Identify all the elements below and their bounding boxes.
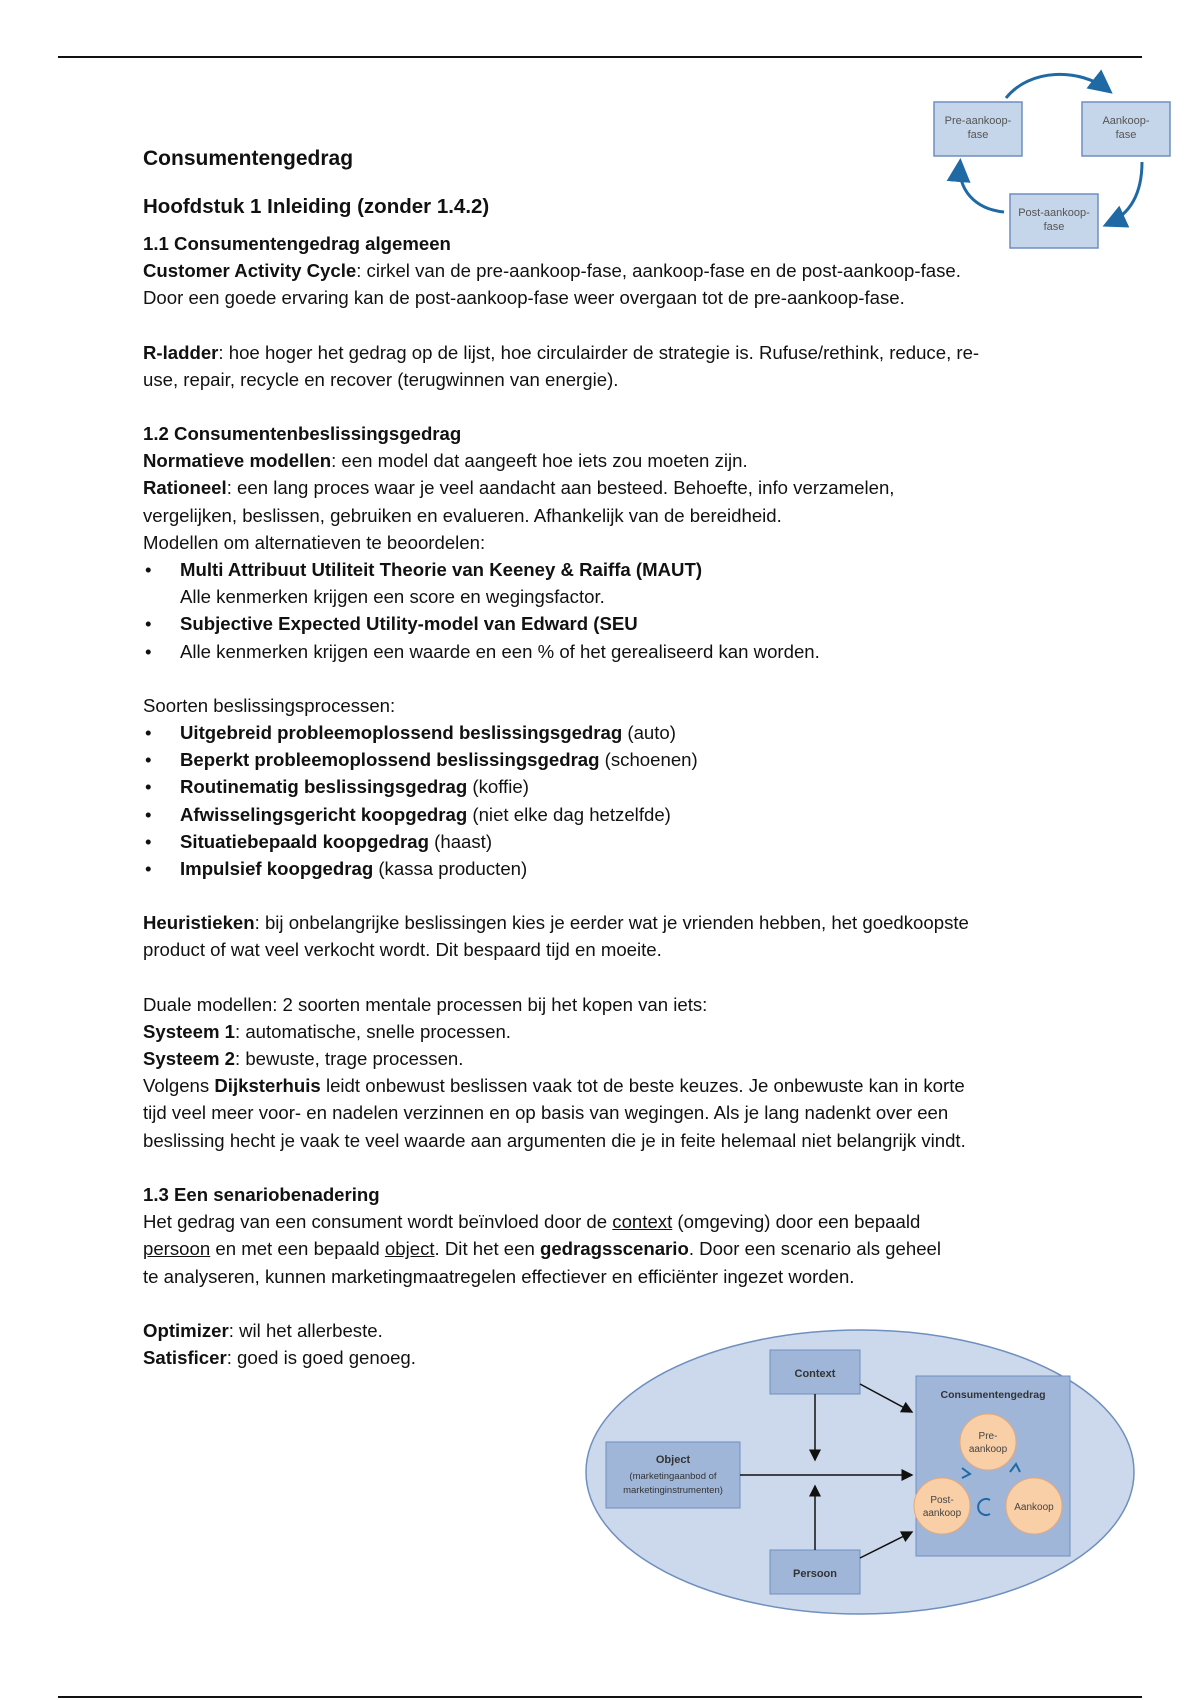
- section-1-2-heading: 1.2 Consumentenbeslissingsgedrag: [143, 423, 462, 445]
- object-label: Object: [655, 1454, 691, 1466]
- list-item: [143, 855, 1063, 882]
- satisficer-text: : goed is goed genoeg.: [226, 1346, 416, 1368]
- list-item: [143, 719, 1063, 746]
- cac-text-2: Door een goede ervaring kan de post-aankoop-fase weer overgaan tot de pre-aankoop-fase.: [143, 287, 905, 309]
- scenario-text: . Door een scenario als geheel: [688, 1238, 942, 1260]
- dijksterhuis-term: Dijksterhuis: [214, 1075, 321, 1097]
- object-sub-2: marketinginstrumenten): [623, 1485, 723, 1496]
- list-item: [143, 556, 1063, 583]
- aankoop-box: [1082, 102, 1170, 156]
- object-sub-1: (marketingaanbod of: [629, 1471, 717, 1482]
- decision-types-list: [143, 719, 1063, 882]
- system-1: [143, 1018, 1063, 1045]
- scenario-text: en met een bepaald: [210, 1238, 385, 1260]
- scenario-diagram: [578, 1320, 1138, 1620]
- post-aankoop-label-1: Post-aankoop-: [1018, 207, 1090, 219]
- satisficer-term: Satisficer: [143, 1346, 227, 1368]
- seu-term: Subjective Expected Utility-model van Edward (SEU: [180, 613, 638, 635]
- r-ladder-text-2: use, repair, recycle en recover (terugwinnen van energie).: [143, 368, 619, 390]
- maut-description: Alle kenmerken krijgen een score en wegingsfactor.: [180, 586, 605, 608]
- type-term: Beperkt probleemoplossend beslissingsgedrag: [180, 749, 600, 771]
- heuristics-term: Heuristieken: [143, 912, 255, 934]
- normative-term: Normatieve modellen: [143, 450, 332, 472]
- scenario-paragraph-line-3: te analyseren, kunnen marketingmaatregelen effectiever en efficiënter ingezet worden.: [143, 1265, 855, 1287]
- r-ladder-text: : hoe hoger het gedrag op de lijst, hoe circulairder de strategie is. Rufuse/rethink, reduce, re-: [218, 341, 980, 363]
- rational-definition: [143, 474, 1063, 501]
- type-note: (schoenen): [599, 749, 698, 771]
- list-item: [143, 828, 1063, 855]
- system-1-term: Systeem 1: [143, 1020, 235, 1042]
- pre-aankoop-label-2: fase: [967, 129, 989, 141]
- context-term: context: [612, 1211, 673, 1233]
- type-term: Situatiebepaald koopgedrag: [180, 830, 429, 852]
- post-aankoop-label-2: fase: [1043, 221, 1065, 233]
- list-item: [143, 610, 1063, 637]
- heuristics-definition: [143, 909, 1063, 936]
- cac-term: Customer Activity Cycle: [143, 260, 357, 282]
- models-list: [143, 556, 1063, 583]
- heuristics-text-2: product of wat veel verkocht wordt. Dit bespaard tijd en moeite.: [143, 939, 662, 961]
- persoon-term: persoon: [143, 1238, 211, 1260]
- normative-definition: [143, 447, 1063, 474]
- type-note: (kassa producten): [373, 858, 528, 880]
- types-intro: Soorten beslissingsprocessen:: [143, 694, 396, 716]
- consumentengedrag-label: Consumentengedrag: [940, 1389, 1046, 1401]
- type-note: (niet elke dag hetzelfde): [467, 803, 671, 825]
- dual-models-intro: Duale modellen: 2 soorten mentale processen bij het kopen van iets:: [143, 993, 708, 1015]
- optimizer-text: : wil het allerbeste.: [228, 1319, 383, 1341]
- cac-definition: [143, 257, 1063, 284]
- top-rule: [58, 56, 1142, 58]
- scenario-text: Het gedrag van een consument wordt beïnvloed door de: [143, 1211, 613, 1233]
- cycle-arrow-right: [1108, 162, 1142, 224]
- list-item: [143, 638, 1063, 665]
- type-note: (auto): [622, 722, 676, 744]
- type-note: (haast): [429, 830, 493, 852]
- aankoop-text: Aankoop: [1014, 1502, 1054, 1513]
- scenario-paragraph-line-2: [143, 1235, 1063, 1262]
- system-2: [143, 1045, 1063, 1072]
- scenario-text: (omgeving) door een bepaald: [672, 1211, 921, 1233]
- scenario-text: . Dit het een: [434, 1238, 540, 1260]
- system-1-text: : automatische, snelle processen.: [235, 1020, 511, 1042]
- r-ladder-definition: [143, 339, 1063, 366]
- heuristics-text: : bij onbelangrijke beslissingen kies je eerder wat je vrienden hebben, het goedkoopste: [254, 912, 969, 934]
- object-term: object: [384, 1238, 435, 1260]
- normative-text: : een model dat aangeeft hoe iets zou moeten zijn.: [331, 450, 748, 472]
- section-1-3-heading: 1.3 Een senariobenadering: [143, 1183, 380, 1205]
- document-body: [143, 140, 1063, 1371]
- dijksterhuis-text-2: tijd veel meer voor- en nadelen verzinnen en op basis van wegingen. Als je lang nadenkt over een: [143, 1102, 949, 1124]
- gedragsscenario-term: gedragsscenario: [539, 1238, 689, 1260]
- rational-text: : een lang proces waar je veel aandacht aan besteed. Behoefte, info verzamelen,: [226, 477, 895, 499]
- document-title: Consumentengedrag: [143, 147, 354, 170]
- scenario-paragraph-line-1: [143, 1208, 1063, 1235]
- cycle-arrow-top: [1006, 74, 1108, 98]
- consumentengedrag-box: [914, 1376, 1070, 1556]
- pre-aankoop-text-1: Pre-: [978, 1431, 998, 1442]
- type-term: Impulsief koopgedrag: [180, 858, 374, 880]
- persoon-box: [770, 1550, 860, 1594]
- list-item: [143, 746, 1063, 773]
- dijksterhuis-paragraph: [143, 1072, 1063, 1099]
- system-2-text: : bewuste, trage processen.: [235, 1048, 464, 1070]
- bottom-rule: [58, 1696, 1142, 1698]
- post-aankoop-text-2: aankoop: [922, 1508, 962, 1519]
- type-term: Uitgebreid probleemoplossend beslissingsgedrag: [180, 722, 623, 744]
- maut-term: Multi Attribuut Utiliteit Theorie van Keeney & Raiffa (MAUT): [180, 559, 703, 581]
- list-item: [143, 773, 1063, 800]
- cac-text: : cirkel van de pre-aankoop-fase, aankoop-fase en de post-aankoop-fase.: [356, 260, 961, 282]
- models-list-2: [143, 610, 1063, 664]
- dijksterhuis-pre: Volgens: [143, 1075, 215, 1097]
- pre-aankoop-text-2: aankoop: [968, 1444, 1008, 1455]
- aankoop-label-2: fase: [1115, 129, 1137, 141]
- type-note: (koffie): [467, 776, 529, 798]
- type-term: Routinematig beslissingsgedrag: [180, 776, 468, 798]
- pre-aankoop-circle: [960, 1414, 1016, 1470]
- post-aankoop-circle: [914, 1478, 970, 1534]
- optimizer-term: Optimizer: [143, 1319, 229, 1341]
- r-ladder-term: R-ladder: [143, 341, 219, 363]
- section-1-1-heading: 1.1 Consumentengedrag algemeen: [143, 233, 451, 254]
- seu-description: Alle kenmerken krijgen een waarde en een % of het gerealiseerd kan worden.: [180, 640, 820, 662]
- chapter-heading: Hoofdstuk 1 Inleiding (zonder 1.4.2): [143, 195, 490, 218]
- models-intro: Modellen om alternatieven te beoordelen:: [143, 531, 486, 553]
- rational-term: Rationeel: [143, 477, 227, 499]
- context-box: [770, 1350, 860, 1394]
- list-item: [143, 801, 1063, 828]
- object-box: [606, 1442, 740, 1508]
- aankoop-label-1: Aankoop-: [1102, 115, 1150, 127]
- rational-text-2: vergelijken, beslissen, gebruiken en evalueren. Afhankelijk van de bereidheid.: [143, 504, 782, 526]
- persoon-label: Persoon: [792, 1568, 838, 1580]
- type-term: Afwisselingsgericht koopgedrag: [180, 803, 468, 825]
- pre-aankoop-label-1: Pre-aankoop-: [944, 115, 1012, 127]
- dijksterhuis-text-3: beslissing hecht je vaak te veel waarde aan argumenten die je in feite helemaal niet belangrijk vindt.: [143, 1129, 966, 1151]
- dijksterhuis-text: leidt onbewust beslissen vaak tot de beste keuzes. Je onbewuste kan in korte: [320, 1075, 965, 1097]
- system-2-term: Systeem 2: [143, 1048, 235, 1070]
- post-aankoop-text-1: Post-: [930, 1495, 954, 1506]
- context-label: Context: [794, 1368, 836, 1380]
